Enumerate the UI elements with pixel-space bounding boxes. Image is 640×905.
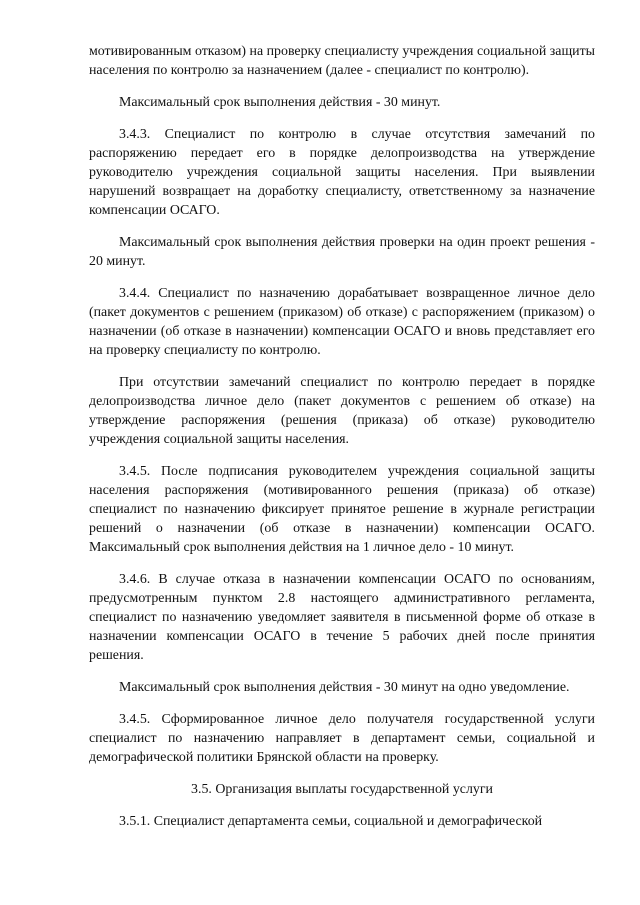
- paragraph-no-remarks: При отсутствии замечаний специалист по контролю передает в порядке делопроизводства личное дело (пакет документов с решением об отказе) на утверждение распоряжения (решения (приказа) об отказе) руководителю учреждения социальной защиты населения.: [89, 374, 595, 448]
- section-heading-3-5: 3.5. Организация выплаты государственной услуги: [191, 781, 493, 797]
- paragraph-max-time-30: Максимальный срок выполнения действия - 30 минут.: [119, 94, 441, 110]
- paragraph-3-4-6: 3.4.6. В случае отказа в назначении компенсации ОСАГО по основаниям, предусмотренным пунктом 2.8 настоящего административного регламента, специалист по назначению уведомляет заявителя в письменной форме об отказе в назначении компенсации ОСАГО в течение 5 рабочих дней после принятия решения.: [89, 571, 595, 664]
- paragraph-3-4-5-first: 3.4.5. После подписания руководителем учреждения социальной защиты населения распоряжения (мотивированного решения (приказа) об отказе) специалист по назначению фиксирует принятое решение в журнале регистрации решений о назначении (об отказе в назначении) компенсации ОСАГО. Максимальный срок выполнения действия на 1 личное дело - 10 минут.: [89, 463, 595, 556]
- paragraph-3-5-1: 3.5.1. Специалист департамента семьи, социальной и демографической: [119, 813, 543, 829]
- paragraph-max-time-notification: Максимальный срок выполнения действия - 30 минут на одно уведомление.: [119, 680, 570, 696]
- paragraph-continuation: мотивированным отказом) на проверку специалисту учреждения социальной защиты населения по контролю за назначением (далее - специалист по контролю).: [89, 44, 595, 79]
- paragraph-max-time-20: Максимальный срок выполнения действия проверки на один проект решения - 20 минут.: [89, 234, 595, 269]
- paragraph-3-4-4: 3.4.4. Специалист по назначению дорабатывает возвращенное личное дело (пакет документов с решением (приказом) об отказе) с распоряжением (приказом) о назначении (об отказе в назначении) компенсации ОСАГО и вновь представляет его на проверку специалисту по контролю.: [89, 285, 595, 358]
- paragraph-3-4-3: 3.4.3. Специалист по контролю в случае отсутствия замечаний по распоряжению передает его в порядке делопроизводства на утверждение руководителю учреждения социальной защиты населения. При выявлении нарушений возвращает на доработку специалисту, ответственному за назначение компенсации ОСАГО.: [89, 126, 595, 219]
- paragraph-3-4-5-second: 3.4.5. Сформированное личное дело получателя государственной услуги специалист по назначению направляет в департамент семьи, социальной и демографической политики Брянской области на проверку.: [89, 711, 595, 766]
- document-page: [89, 42, 595, 843]
